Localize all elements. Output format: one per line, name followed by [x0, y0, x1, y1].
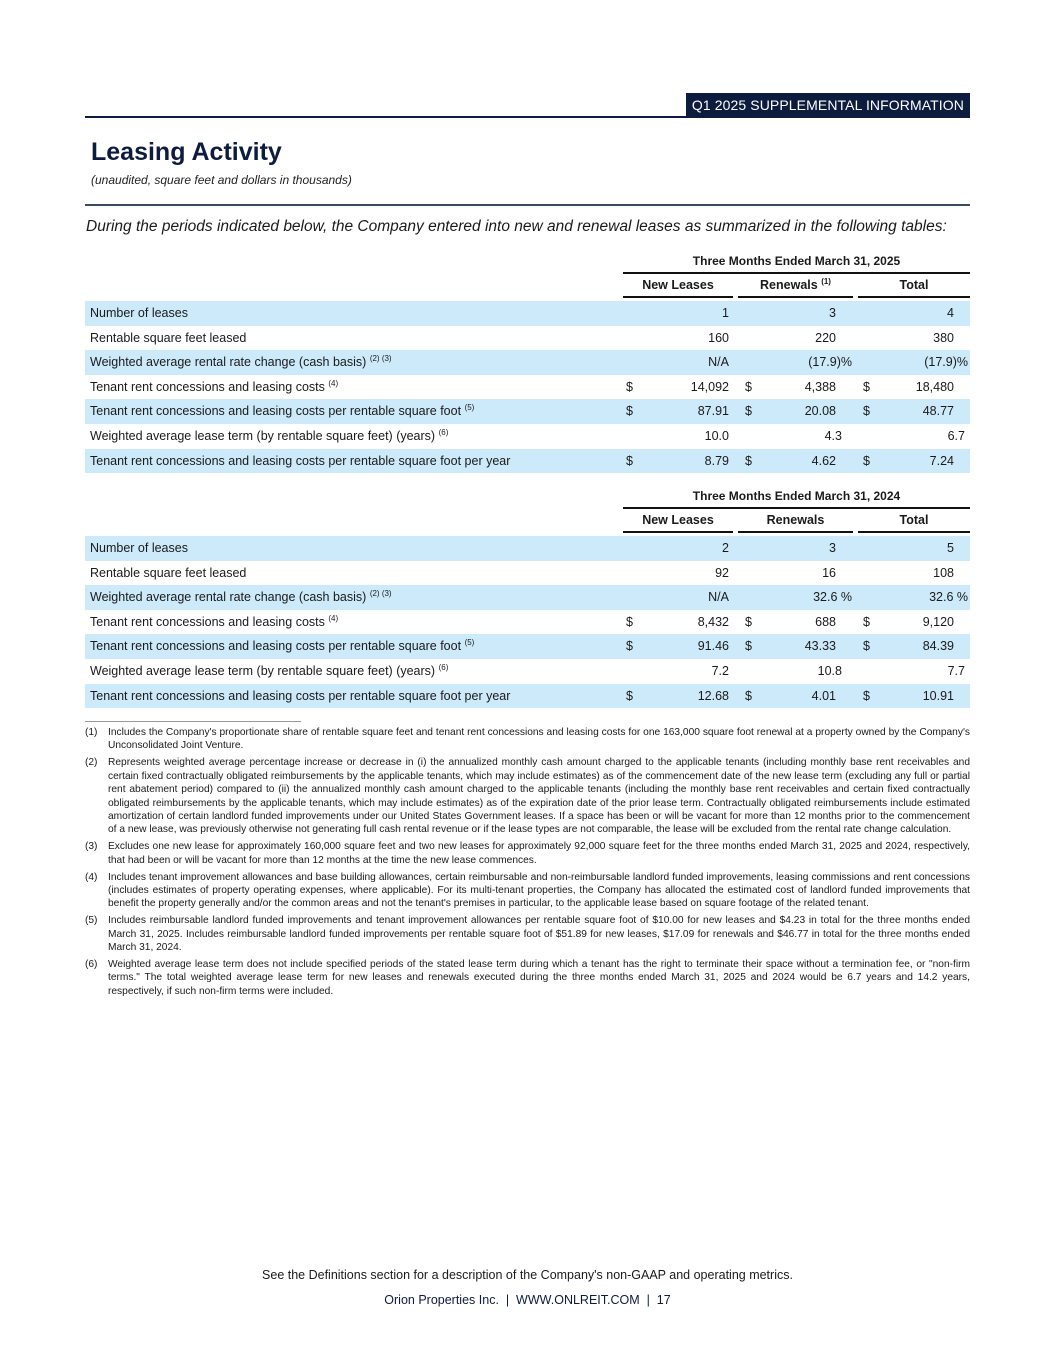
currency-symbol: $: [863, 688, 870, 703]
page-subtitle: (unaudited, square feet and dollars in thousands): [91, 173, 352, 187]
table-row: [85, 561, 970, 586]
column-header-label: New Leases: [642, 278, 714, 292]
row-label: [90, 561, 246, 586]
cell-value: 10.0: [704, 428, 729, 443]
table-body: [85, 301, 970, 473]
cell-value: 4.62: [811, 453, 836, 468]
footnote-text: Weighted average lease term does not include specified periods of the stated lease term during which a tenant has the right to terminate their space without a termination fee, or "non-firm terms." The total weighted average lease term for new leases and renewals executed during the three months ended March 31, 2025 and 2024 would be 6.7 years and 14.2 years, respectively, if such non-firm terms were included.: [108, 959, 970, 997]
cell-value: 8.79: [704, 453, 729, 468]
cell-value: 688: [815, 614, 836, 629]
row-label-text: Weighted average rental rate change (cash basis): [90, 590, 367, 605]
column-header: [858, 509, 970, 533]
footnote: [85, 958, 970, 998]
column-header-label: Renewals: [760, 278, 818, 292]
currency-symbol: $: [863, 453, 870, 468]
currency-symbol: $: [745, 688, 752, 703]
footnote-text: Includes tenant improvement allowances and base building allowances, certain reimbursable and non-reimbursable landlord funded improvements, leasing commissions and rent concessions (includes estimates of property operating expenses, where applicable). For its multi-tenant properties, the Company has allocated the estimated cost of landlord funded improvements that benefit the property generally and/or the common areas and not the tenant's premises in particular, to the applicable lease based on square footage of the related tenant.: [108, 871, 970, 910]
footnote-ref: (1): [821, 277, 831, 286]
table-row: [85, 585, 970, 610]
row-label: [90, 449, 510, 474]
cell-value: N/A: [708, 590, 729, 605]
table-row: [85, 301, 970, 326]
cell-value: 220: [815, 330, 836, 345]
period-heading: Three Months Ended March 31, 2025: [623, 250, 970, 274]
cell-value: 4: [947, 306, 954, 320]
cell-value: 32.6 %: [929, 590, 968, 605]
row-label: [90, 326, 246, 351]
row-label: [90, 375, 338, 400]
row-label: [90, 659, 448, 684]
table-row: [85, 610, 970, 635]
cell-value: 10.8: [817, 663, 842, 678]
cell-value: 7.7: [947, 663, 965, 678]
footnote-text: Includes the Company's proportionate share of rentable square feet and tenant rent concessions and leasing costs for one 163,000 square foot renewal at a property owned by the Company's Unconsolidated Joint Venture.: [108, 727, 970, 752]
table-body: [85, 536, 970, 708]
cell-value: 6.7: [947, 428, 965, 443]
footnote-ref: (4): [328, 613, 339, 623]
footnote: [85, 840, 970, 867]
footnote-ref: (5): [464, 638, 475, 648]
footnote-number: (6): [85, 959, 98, 970]
footnote: [85, 726, 970, 753]
report-period-tag: Q1 2025 SUPPLEMENTAL INFORMATION: [686, 93, 970, 118]
cell-value: 9,120: [922, 614, 954, 629]
column-header-label: Renewals: [766, 513, 825, 527]
footnote: [85, 871, 970, 911]
table-row: [85, 659, 970, 684]
currency-symbol: $: [745, 614, 752, 629]
footnote-ref: (2) (3): [369, 589, 392, 599]
table-row: [85, 350, 970, 375]
cell-value: 48.77: [922, 404, 954, 419]
cell-value: N/A: [708, 355, 729, 370]
column-header-label: Total: [899, 278, 929, 292]
currency-symbol: $: [745, 404, 752, 419]
cell-value: 4.3: [824, 428, 842, 443]
cell-value: (17.9)%: [924, 355, 968, 370]
period-heading: Three Months Ended March 31, 2024: [623, 485, 970, 509]
footnote-number: (2): [85, 757, 98, 769]
row-label: [90, 634, 474, 659]
currency-symbol: $: [626, 453, 633, 468]
footnotes: [85, 726, 970, 1002]
footnote-text: Represents weighted average percentage increase or decrease in (i) the annualized monthly cash amount charged to the applicable tenants (including monthly base rent receivables and certain fixed contractually obligated reimbursements by the applicable tenants, which may include estimates) as of the commencement date of the new lease term (excluding any full or partial rent abatement period) compared to (ii) the annualized monthly cash amount charged to the applicable tenants (including the monthly base rent receivables and certain fixed contractually obligated reimbursements by the applicable tenants, which may include estimates) as of the expiration date of the prior lease term. Contractually obligated reimbursements include estimated amortization of certain landlord funded improvements under our United States Government leases. If a space has been or will be vacant for more than 12 months prior to the commencement of a new lease, was previously otherwise not generating full cash rental revenue or if the lease types are not comparable, the lease will be excluded from the rental rate change calculation.: [108, 757, 970, 836]
currency-symbol: $: [626, 639, 633, 654]
report-header: [85, 93, 970, 118]
footnote: [85, 756, 970, 836]
footnote-number: (3): [85, 841, 98, 853]
currency-symbol: $: [745, 639, 752, 654]
table-row: [85, 326, 970, 351]
page-footer: Orion Properties Inc. | WWW.ONLREIT.COM | 17: [384, 1293, 671, 1307]
table-row: [85, 399, 970, 424]
row-label-text: Tenant rent concessions and leasing costs per rentable square foot per year: [90, 453, 511, 468]
page-title: Leasing Activity: [91, 138, 282, 166]
row-label: [90, 350, 392, 375]
row-label: [90, 585, 392, 610]
footnote-number: (5): [85, 915, 98, 927]
cell-value: 8,432: [697, 614, 729, 629]
cell-value: 160: [708, 330, 729, 345]
column-header-label: New Leases: [642, 513, 714, 527]
column-header: [623, 274, 733, 298]
footnote-text: Includes reimbursable landlord funded improvements and tenant improvement allowances per rentable square foot of $10.00 for new leases and $4.23 in total for the three months ended March 31, 2025. Includes reimbursable landlord funded improvements per rentable square foot of $51.89 for new leases, $17.09 for renewals and $46.77 in total for the three months ended March 31, 2024.: [108, 915, 970, 954]
row-label: [90, 424, 448, 449]
cell-value: 10.91: [922, 688, 954, 703]
cell-value: 7.2: [711, 663, 729, 678]
footnote: [85, 914, 970, 954]
currency-symbol: $: [863, 639, 870, 654]
column-header-label: Total: [899, 513, 929, 527]
currency-symbol: $: [626, 688, 633, 703]
column-header: [623, 509, 733, 533]
table-row: [85, 375, 970, 400]
intro-text: During the periods indicated below, the Company entered into new and renewal leases as summarized in the following tables:: [86, 218, 947, 235]
row-label-text: Tenant rent concessions and leasing costs: [90, 614, 325, 629]
row-label-text: Tenant rent concessions and leasing costs per rentable square foot: [90, 404, 462, 419]
footnote-number: (1): [85, 727, 98, 738]
cell-value: (17.9)%: [808, 355, 852, 370]
row-label-text: Tenant rent concessions and leasing costs per rentable square foot per year: [90, 688, 511, 703]
currency-symbol: $: [863, 404, 870, 419]
footnotes-divider: [85, 721, 301, 722]
cell-value: 20.08: [804, 404, 836, 419]
cell-value: 3: [829, 541, 836, 555]
footnote-number: (4): [85, 871, 98, 883]
row-label-text: Rentable square feet leased: [90, 565, 247, 580]
cell-value: 2: [722, 541, 729, 555]
row-label-text: Number of leases: [90, 306, 188, 320]
cell-value: 87.91: [697, 404, 729, 419]
currency-symbol: $: [626, 404, 633, 419]
cell-value: 91.46: [697, 639, 729, 654]
cell-value: 3: [829, 306, 836, 320]
column-header: [738, 509, 853, 533]
table-row: [85, 536, 970, 561]
cell-value: 4,388: [804, 379, 836, 394]
row-label-text: Weighted average rental rate change (cash basis): [90, 355, 367, 370]
column-header: [858, 274, 970, 298]
title-divider: [85, 204, 970, 206]
currency-symbol: $: [745, 379, 752, 394]
row-label-text: Weighted average lease term (by rentable square feet) (years): [90, 428, 436, 443]
cell-value: 5: [947, 541, 954, 555]
row-label: [90, 301, 188, 326]
row-label-text: Rentable square feet leased: [90, 330, 247, 345]
footnote-ref: (5): [464, 403, 475, 413]
footnote-ref: (2) (3): [369, 354, 392, 364]
footnote-ref: (4): [328, 378, 339, 388]
row-label-text: Tenant rent concessions and leasing costs per rentable square foot: [90, 639, 462, 654]
column-header: [738, 274, 853, 298]
currency-symbol: $: [863, 379, 870, 394]
row-label: [90, 684, 510, 709]
cell-value: 380: [933, 330, 954, 345]
table-row: [85, 449, 970, 474]
cell-value: 84.39: [922, 639, 954, 654]
cell-value: 12.68: [697, 688, 729, 703]
cell-value: 1: [722, 306, 729, 320]
cell-value: 43.33: [804, 639, 836, 654]
cell-value: 32.6 %: [813, 590, 852, 605]
row-label: [90, 399, 474, 424]
currency-symbol: $: [745, 453, 752, 468]
cell-value: 7.24: [929, 453, 954, 468]
cell-value: 18,480: [915, 379, 954, 394]
cell-value: 14,092: [690, 379, 729, 394]
cell-value: 16: [822, 565, 836, 580]
footnote-ref: (6): [438, 662, 449, 672]
cell-value: 108: [933, 565, 954, 580]
table-row: [85, 684, 970, 709]
footnote-ref: (6): [438, 427, 449, 437]
table-row: [85, 424, 970, 449]
row-label: [90, 536, 188, 561]
row-label-text: Weighted average lease term (by rentable square feet) (years): [90, 663, 436, 678]
currency-symbol: $: [863, 614, 870, 629]
row-label: [90, 610, 338, 635]
row-label-text: Tenant rent concessions and leasing costs: [90, 379, 325, 394]
definitions-note: See the Definitions section for a description of the Company's non-GAAP and operating metrics.: [262, 1268, 793, 1282]
table-row: [85, 634, 970, 659]
cell-value: 92: [715, 565, 729, 580]
currency-symbol: $: [626, 379, 633, 394]
footnote-text: Excludes one new lease for approximately 160,000 square feet and two new leases for approximately 92,000 square feet for the three months ended March 31, 2025 and 2024, respectively, that had been or will be vacant for more than 12 months at the time the new lease commences.: [108, 841, 970, 866]
cell-value: 4.01: [811, 688, 836, 703]
currency-symbol: $: [626, 614, 633, 629]
row-label-text: Number of leases: [90, 541, 188, 555]
